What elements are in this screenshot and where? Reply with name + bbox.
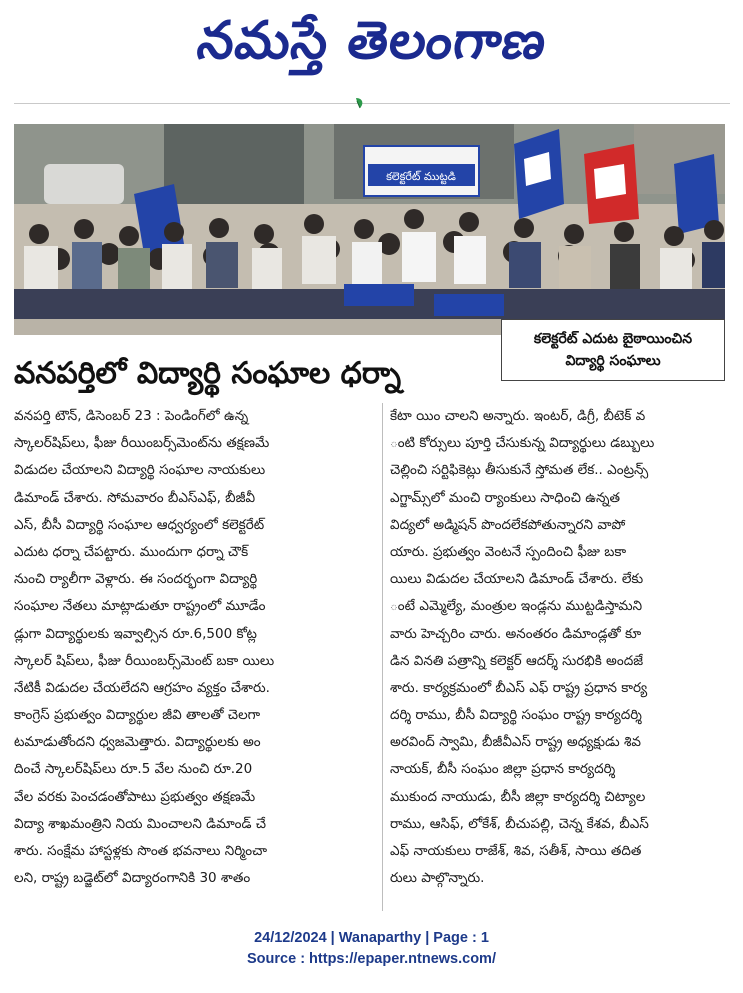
article-line: స్కాలర్ షిప్‌లు, ఫీజు రీయింబర్స్‌మెంట్ బకా యిలు bbox=[14, 652, 275, 669]
article-line: డ్లుగా విద్యార్థులకు ఇవ్వాల్సిన రూ.6,500 కోట్ల bbox=[14, 625, 257, 642]
article-line: యిలు విడుదల చేయాలని డిమాండ్ చేశారు. లేకు bbox=[390, 571, 644, 588]
leaf-icon bbox=[354, 96, 366, 110]
article-line: టమాడుతోందని ధ్వజమెత్తారు. విద్యార్థులకు అం bbox=[14, 734, 261, 751]
masthead bbox=[0, 0, 743, 95]
article-headline: వనపర్తిలో విద్యార్థి సంఘాల ధర్నా bbox=[14, 356, 401, 391]
article-line: సంఘాల నేతలు మాట్లాడుతూ రాష్ట్రంలో మూడేం bbox=[14, 598, 266, 615]
article-line: రులు పాల్గొన్నారు. bbox=[390, 870, 485, 887]
article-line: శారు. సంక్షేమ హాస్టళ్లకు సొంత భవనాలు నిర్మించా bbox=[14, 843, 267, 859]
news-photo bbox=[14, 124, 725, 335]
protest-banner-text: కలెక్టరేట్ ముట్టడి bbox=[386, 170, 456, 183]
article-line: విడుదల చేయాలని విద్యార్థి సంఘాల నాయకులు bbox=[14, 462, 266, 479]
photo-caption-line-2: విద్యార్థి సంఘాలు bbox=[565, 353, 661, 369]
article-line: దించే స్కాలర్‌షిప్‌లు రూ.5 వేల నుంచి రూ.20 bbox=[14, 761, 253, 778]
article-line: కేటా యిం చాలని అన్నారు. ఇంటర్, డిగ్రీ, బీటెక్ వ bbox=[390, 408, 646, 424]
article-line: యారు. ప్రభుత్వం వెంటనే స్పందించి ఫీజు బకా bbox=[390, 543, 627, 560]
article-line: నాయక్, బీసీ సంఘం జిల్లా ప్రధాన కార్యదర్శి bbox=[390, 761, 616, 778]
article-line: చెల్లించి సర్టిఫికెట్లు తీసుకునే స్తోమత లేక.. ఎంట్రన్స్ bbox=[390, 462, 649, 479]
article-line: వనపర్తి టౌన్, డిసెంబర్ 23 : పెండింగ్‌లో ఉన్న bbox=[14, 408, 249, 424]
article-line: డిన వినతి పత్రాన్ని కలెక్టర్ ఆదర్శ్ సురభికి అందజే bbox=[390, 652, 644, 669]
article-column-left bbox=[14, 403, 366, 911]
article-line: ముకుంద నాయుడు, బీసీ జిల్లా కార్యదర్శి చిట్యాల bbox=[390, 788, 646, 805]
footer-source-link[interactable]: Source : https://epaper.ntnews.com/ bbox=[247, 951, 496, 967]
article-line: విద్యలో అడ్మిషన్ పొందలేకపోతున్నారని వాపో bbox=[390, 516, 626, 533]
article-line: ంటే ఎమ్మెల్యే, మంత్రుల ఇండ్లను ముట్టడిస్తామని bbox=[390, 598, 643, 615]
footer-dateline: 24/12/2024 | Wanaparthy | Page : 1 bbox=[254, 930, 489, 946]
photo-caption bbox=[501, 319, 725, 381]
article-line: దర్శి రాము, బీసీ విద్యార్థి సంఘం రాష్ట్ర కార్యదర్శి bbox=[390, 707, 642, 724]
section-divider bbox=[14, 103, 730, 104]
masthead-title: నమస్తే తెలంగాణ bbox=[193, 11, 551, 71]
footer bbox=[0, 928, 743, 970]
article-line: స్కాలర్‌షిప్‌లు, ఫీజు రీయింబర్స్‌మెంట్‌ను తక్షణమే bbox=[14, 435, 270, 452]
article-column-right bbox=[382, 403, 735, 911]
article-line: ఎస్, బీసీ విద్యార్థి సంఘాల ఆధ్వర్యంలో కలెక్టరేట్ bbox=[14, 516, 265, 533]
article-line: రాము, ఆసిఫ్, లోకేశ్, బీచుపల్లి, చెన్న కేశవ, బీఎస్ bbox=[390, 815, 649, 832]
photo-caption-line-1: కలెక్టరేట్ ఎదుట బైఠాయించిన bbox=[533, 331, 693, 347]
article-line: ఎదుట ధర్నా చేపట్టారు. ముందుగా ధర్నా చౌక్ bbox=[14, 543, 249, 560]
article-line: విద్యా శాఖమంత్రిని నియ మించాలని డిమాండ్ చే bbox=[14, 815, 266, 832]
article-line: వేల వరకు పెంచడంతోపాటు ప్రభుత్వం తక్షణమే bbox=[14, 788, 256, 805]
article-line: లని, రాష్ట్ర బడ్జెట్‌లో విద్యారంగానికి 30 శాతం bbox=[14, 870, 251, 887]
article-line: ఎగ్జామ్స్‌లో మంచి ర్యాంకులు సాధించి ఉన్నత bbox=[390, 489, 620, 506]
article-line: అరవింద్ స్వామి, బీజీవీఎస్ రాష్ట్ర అధ్యక్షుడు శివ bbox=[390, 734, 642, 751]
article-line: నుంచి ర్యాలీగా వెళ్లారు. ఈ సందర్భంగా విద్యార్థి bbox=[14, 571, 258, 588]
article-line: ఎఫ్ నాయకులు రాజేశ్, శివ, సతీశ్, సాయి తదిత bbox=[390, 843, 642, 859]
article-line: శారు. కార్యక్రమంలో బీఎస్ ఎఫ్ రాష్ట్ర ప్రధాన కార్య bbox=[390, 679, 648, 696]
article-line: ంటి కోర్సులు పూర్తి చేసుకున్న విద్యార్థులు డబ్బులు bbox=[390, 435, 655, 452]
article-line: నేటికీ విడుదల చేయలేదని ఆగ్రహం వ్యక్తం చేశారు. bbox=[14, 679, 270, 696]
article-line: వారు హెచ్చరిం చారు. అనంతరం డిమాండ్లతో కూ bbox=[390, 625, 642, 642]
article-line: కాంగ్రెస్ ప్రభుత్వం విద్యార్థుల జీవి తాలతో చెలగా bbox=[14, 707, 261, 724]
article-line: డిమాండ్ చేశారు. సోమవారం బీఎస్ఎఫ్, బీజీవీ bbox=[14, 489, 256, 506]
